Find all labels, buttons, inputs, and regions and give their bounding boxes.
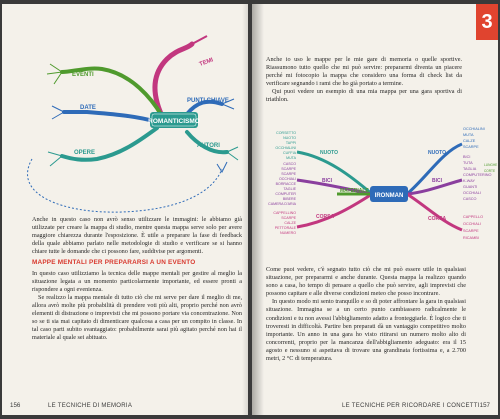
branch-opere: OPERE [74,150,96,156]
leaf: CAMERA D'ARIA [268,202,296,206]
leaf: COMPUTERINO [463,173,492,177]
leaf: BICI [463,155,471,159]
leaf: LUNGHE [484,163,498,167]
leaf: SCARPE [281,167,296,171]
paragraph: Qui puoi vedere un esempio di una mia mappa per una gara sportiva di triathlon. [266,88,462,104]
leaf: SCARPE [281,172,296,176]
branch-bici-left: BICI [322,178,332,184]
leaf: CORSETTO [276,131,296,135]
leaf: COMPUTER [275,192,296,196]
branch-bici-right: BICI [432,178,442,184]
section-heading: MAPPE MENTALI PER PREPARARSI A UN EVENTO [32,259,196,267]
branch-autori: AUTORI [197,143,220,149]
gutter-shadow [242,4,248,415]
leaf: MUTA [463,133,474,137]
branch-eventi: EVENTI [72,72,94,78]
leaves-bici-right [463,155,492,201]
branch-corsa-left: CORSA [316,214,335,220]
leaves-bici-extra [484,163,497,173]
leaf: MUTA [286,156,296,160]
leaf: CAPPELLO [463,215,484,219]
leaf: OCCHIALINI [463,127,485,131]
leaf: OCCHIALI [463,191,481,195]
leaves-nuoto-right [463,127,485,149]
leaf: BIBERE [282,197,296,201]
leaf: SCARPE [463,145,479,149]
left-page [2,4,248,415]
leaf: OCCHIALINI [275,146,296,150]
center-label: IRONMAN [374,193,404,199]
left-body-text [32,216,242,342]
paragraph: Come puoi vedere, c'è segnato tutto ciò che mi può essere utile in qualsiasi situazione, per prepararmi e anche durante. Questa mappa la realizzo quando sono a casa, ho tempo di pensare a quello che può servire, agli imprevisti che possono capitare e alle diverse condizioni meteo che posso incontrare. [266,266,466,298]
leaf: CORTE [484,169,496,173]
right-intro-text [266,56,462,105]
leaves-nuoto-left [275,131,296,160]
leaf: TAGLIE [283,187,296,191]
leaf: TUTA [463,161,473,165]
romanticismo-mindmap [2,4,248,219]
paragraph: Se realizzo la mappa mentale di tutto ciò che mi serve per dare il meglio di me, allora avrò molte più probabilità di prendere voti più alti, proprio perché non avrò elementi di distrazione o imprevisti che mi possono portare via concentrazione. Non so se ti sia mai capitato di dimenticare qualcosa a casa per un compito in classe. In tal caso parti subito svantaggiato: probabilmente sarai più agitato perché non hai il materiale al quale sei abituato. [32,293,242,342]
branch-temi: TEMI [198,57,215,68]
paragraph: Anche io uso le mappe per le mie gare di memoria o quelle sportive. Riassumono tutto quello che mi può servire: prepararmi diventa un piacere perché mi fotocopio la mappa che considero una forma di check list da verificare segnando i rami che ho già portato a termine. [266,56,462,88]
leaf: SCARPE [463,229,479,233]
branch-punti-chiave: PUNTI CHIAVE [187,98,229,104]
leaf: CASCO [283,162,296,166]
chapter-tab: 3 [476,4,498,40]
leaf: NUOTO [283,136,296,140]
leaf: GUANTI [463,185,478,189]
running-head: LE TECNICHE PER RICORDARE I CONCETTI [342,403,480,409]
branch-nuoto-left: NUOTO [320,150,338,156]
leaf: CALZE [284,221,296,225]
leaf: OCCHIALI [279,177,296,181]
ironman-mindmap [252,122,498,262]
leaf: PETTORALE [274,226,296,230]
leaf: RICAMBI [463,236,479,240]
leaf: CUFFIA [283,151,296,155]
page-number: 156 [10,402,21,409]
page-number: 157 [479,402,490,409]
paragraph: In questo caso utilizziamo la tecnica delle mappe mentali per gestire al meglio la situazione legata a un momento particolarmente importante, ed essere pronti a rispondere a ogni evenienza. [32,269,242,293]
leaf: SCARPE [281,216,296,220]
leaf: CALZE [463,139,476,143]
leaf: K-WAY [463,179,476,183]
leaf: OCCHIALI [463,222,481,226]
right-page [252,4,498,415]
leaves-bici-left [268,162,296,206]
leaves-corsa-left [273,211,296,235]
branch-materiale: MATERIALE [340,188,369,194]
running-head: LE TECNICHE DI MEMORIA [48,403,133,409]
leaf: NUMERO [280,231,296,235]
leaf: TAGLIA [463,167,477,171]
leaf: BORRACCE [275,182,296,186]
leaf: TAPPI [285,141,296,145]
branch-date: DATE [80,105,96,111]
branch-nuoto-right: NUOTO [428,150,446,156]
leaf: CASCO [463,197,477,201]
leaves-corsa-right [463,215,483,240]
center-label: ROMANTICISMO [148,118,200,125]
paragraph: Anche in questo caso non avrò senso utilizzare le immagini: le abbiamo già utilizzate per creare la mappa di studio, mentre questa mappa serve solo per avere maggiore chiarezza durante l'esposizione. È utile a preparare la fase di feedback della quale abbiamo parlato nelle metodologie di studio e verificare se si hanno chiare tutte le domande che ci possono fare, suddivise per argomenti. [32,216,242,256]
paragraph: In questo modo mi sento tranquillo e so di poter affrontare la gara in qualsiasi situazione. Immagina se a un certo punto cambiassero radicalmente le condizioni e tu non avessi l'abbigliamento adatto a fronteggiarle. È logico che ti troveresti in difficoltà. Partire ben preparati dà un vantaggio competitivo molto importante. Un anno in una gara ho visto ritirarsi un numero molto alto di concorrenti, proprio per la mancanza dell'abbigliamento adeguato: era il 15 agosto e nessuno si aspettava di trovare una grandinata fortissima e, a 2.700 metri, 2 °C di temperatura. [266,298,466,363]
branch-corsa-right: CORSA [428,216,447,222]
leaf: CAPPELLINO [273,211,296,215]
right-body-text [266,266,466,363]
